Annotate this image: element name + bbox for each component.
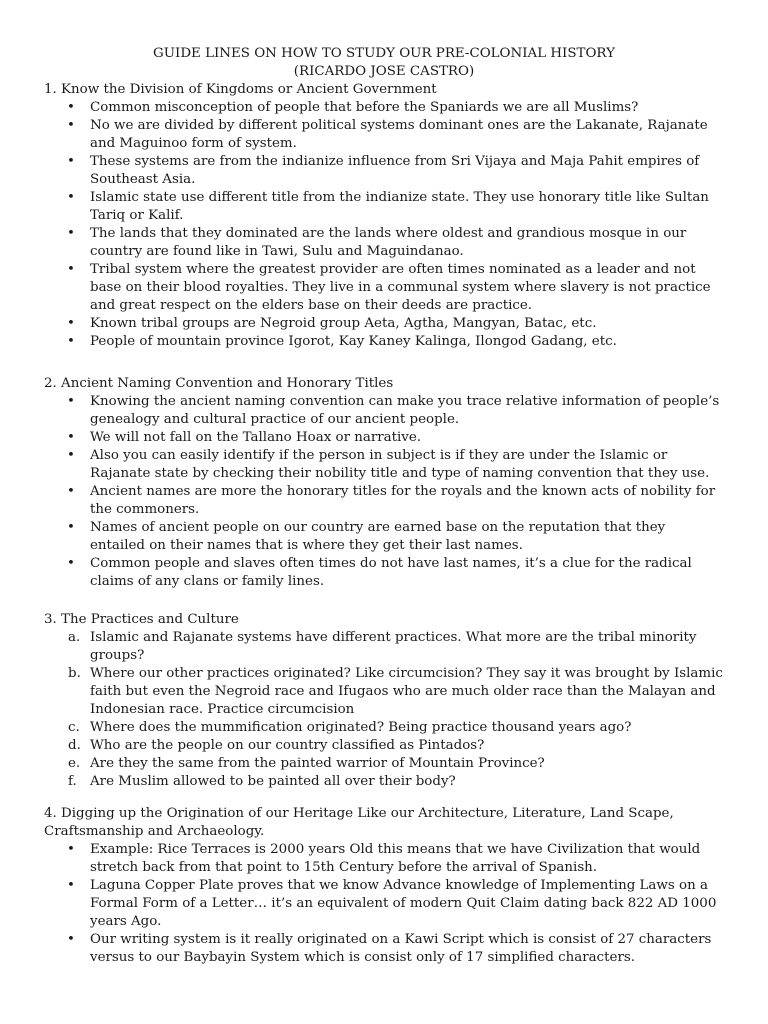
list-item bbox=[44, 737, 724, 755]
list-item: • The lands that they dominated are the lands where oldest and grandious mosque in our country are found like in Tawi, Sulu and Maguindanao. bbox=[44, 225, 724, 261]
item-letter: f. bbox=[68, 774, 77, 789]
item-text: Where our other practices originated? Like circumcision? They say it was brought by Islamic faith but even the Negroid race and Ifugaos who are much older race than the Malayan and Indonesian race. Practice circumcision bbox=[90, 666, 723, 717]
list-item: • Common people and slaves often times do not have last names, it’s a clue for the radical claims of any clans or family lines. bbox=[44, 555, 724, 591]
list-item: • These systems are from the indianize influence from Sri Vijaya and Maja Pahit empires of Southeast Asia. bbox=[44, 153, 724, 189]
bullet-list bbox=[44, 841, 724, 967]
list-item: • Our writing system is it really originated on a Kawi Script which is consist of 27 characters versus to our Baybayin System which is consist only of 17 simplified characters. bbox=[44, 931, 724, 967]
section-heading: 2. Ancient Naming Convention and Honorary Titles bbox=[44, 376, 394, 391]
section-heading: 4. Digging up the Origination of our Heritage Like our Architecture, Literature, Land Scape, Craftsmanship and Archaeology. bbox=[44, 806, 674, 839]
list-item: • Tribal system where the greatest provider are often times nominated as a leader and not base on their blood royalties. They live in a communal system where slavery is not practice and great respect on the elders base on their deeds are practice. bbox=[44, 261, 724, 315]
list-item: • No we are divided by different political systems dominant ones are the Lakanate, Rajanate and Maguinoo form of system. bbox=[44, 117, 724, 153]
list-item: • Example: Rice Terraces is 2000 years Old this means that we have Civilization that would stretch back from that point to 15th Century before the arrival of Spanish. bbox=[44, 841, 724, 877]
list-item bbox=[44, 665, 724, 719]
section-kingdoms bbox=[44, 81, 724, 351]
bullet-list bbox=[44, 393, 724, 591]
list-item: • Known tribal groups are Negroid group Aeta, Agtha, Mangyan, Batac, etc. bbox=[44, 315, 724, 333]
list-item: • Knowing the ancient naming convention can make you trace relative information of people’s genealogy and cultural practice of our ancient people. bbox=[44, 393, 724, 429]
bullet-list bbox=[44, 99, 724, 351]
item-text: Islamic and Rajanate systems have different practices. What more are the tribal minority groups? bbox=[90, 630, 697, 663]
list-item: • Ancient names are more the honorary titles for the royals and the known acts of nobility for the commoners. bbox=[44, 483, 724, 519]
item-text: Are Muslim allowed to be painted all over their body? bbox=[90, 774, 456, 789]
list-item: • Islamic state use different title from the indianize state. They use honorary title like Sultan Tariq or Kalif. bbox=[44, 189, 724, 225]
section-practices bbox=[44, 611, 724, 791]
list-item bbox=[44, 773, 724, 791]
item-letter: e. bbox=[68, 756, 81, 771]
item-letter: d. bbox=[68, 738, 81, 753]
section-heading: 1. Know the Division of Kingdoms or Ancient Government bbox=[44, 82, 437, 97]
list-item bbox=[44, 629, 724, 665]
list-item: • Names of ancient people on our country are earned base on the reputation that they entailed on their names that is where they get their last names. bbox=[44, 519, 724, 555]
list-item bbox=[44, 719, 724, 737]
list-item: • People of mountain province Igorot, Kay Kaney Kalinga, Ilongod Gadang, etc. bbox=[44, 333, 724, 351]
document-author: (RICARDO JOSE CASTRO) bbox=[293, 64, 475, 79]
list-item: • Laguna Copper Plate proves that we know Advance knowledge of Implementing Laws on a Formal Form of a Letter… it’s an equivalent of modern Quit Claim dating back 822 AD 1000 years Ago. bbox=[44, 877, 724, 931]
item-letter: c. bbox=[68, 720, 80, 735]
section-naming bbox=[44, 375, 724, 591]
list-item bbox=[44, 755, 724, 773]
document-title: GUIDE LINES ON HOW TO STUDY OUR PRE-COLONIAL HISTORY bbox=[153, 46, 615, 61]
list-item: • Common misconception of people that before the Spaniards we are all Muslims? bbox=[44, 99, 724, 117]
lettered-list bbox=[44, 629, 724, 791]
item-text: Where does the mummification originated? Being practice thousand years ago? bbox=[90, 720, 632, 735]
item-letter: a. bbox=[68, 630, 81, 645]
item-letter: b. bbox=[68, 666, 81, 681]
section-heading: 3. The Practices and Culture bbox=[44, 612, 239, 627]
item-text: Who are the people on our country classified as Pintados? bbox=[90, 738, 485, 753]
section-heritage bbox=[44, 805, 724, 967]
list-item: • We will not fall on the Tallano Hoax or narrative. bbox=[44, 429, 724, 447]
item-text: Are they the same from the painted warrior of Mountain Province? bbox=[90, 756, 545, 771]
list-item: • Also you can easily identify if the person in subject is if they are under the Islamic or Rajanate state by checking their nobility title and type of naming convention that they use. bbox=[44, 447, 724, 483]
